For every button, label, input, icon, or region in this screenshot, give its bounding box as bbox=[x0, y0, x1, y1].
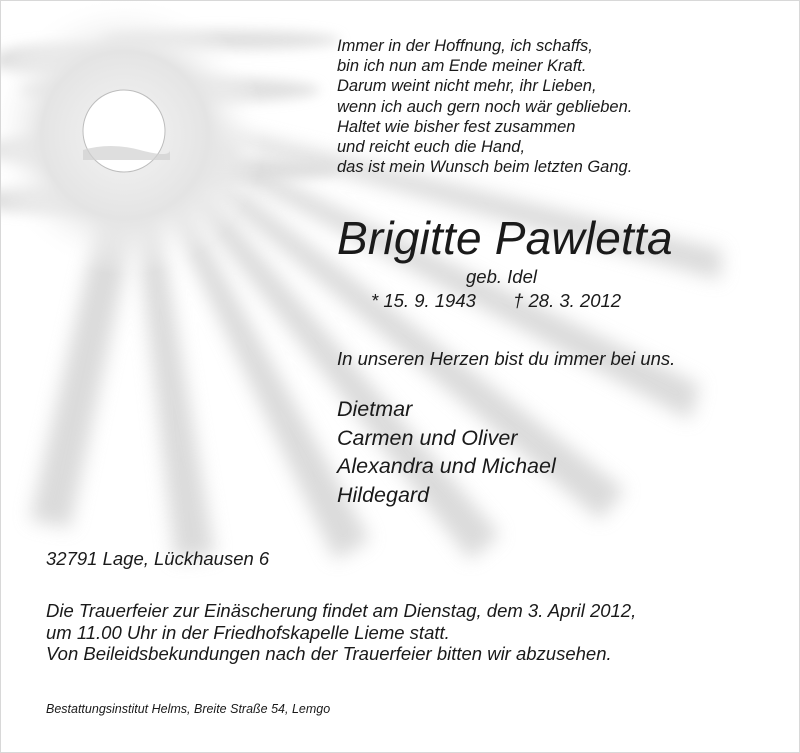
notice-line: Die Trauerfeier zur Einäscherung findet am Dienstag, dem 3. April 2012, bbox=[46, 600, 637, 621]
birth-date: * 15. 9. 1943 bbox=[371, 290, 476, 311]
deceased-name: Brigitte Pawletta bbox=[337, 212, 673, 264]
life-dates bbox=[371, 290, 621, 312]
poem-line: Darum weint nicht mehr, ihr Lieben, bbox=[337, 77, 597, 96]
poem-line: Haltet wie bisher fest zusammen bbox=[337, 117, 576, 136]
mourner: Alexandra und Michael bbox=[337, 454, 556, 478]
poem bbox=[337, 36, 632, 177]
family-address: 32791 Lage, Lückhausen 6 bbox=[46, 548, 270, 569]
maiden-name: geb. Idel bbox=[466, 266, 537, 287]
memorial-motto: In unseren Herzen bist du immer bei uns. bbox=[337, 348, 676, 369]
mourner: Carmen und Oliver bbox=[337, 425, 518, 450]
death-date: † 28. 3. 2012 bbox=[513, 290, 622, 311]
notice-line: Von Beileidsbekundungen nach der Trauerfeier bitten wir abzusehen. bbox=[46, 643, 612, 664]
undertaker-credit: Bestattungsinstitut Helms, Breite Straße 54, Lemgo bbox=[46, 702, 331, 716]
mourner: Dietmar bbox=[337, 397, 413, 421]
poem-line: bin ich nun am Ende meiner Kraft. bbox=[337, 57, 587, 76]
poem-line: das ist mein Wunsch beim letzten Gang. bbox=[337, 158, 633, 177]
mourner: Hildegard bbox=[337, 482, 430, 507]
notice-line: um 11.00 Uhr in der Friedhofskapelle Lieme statt. bbox=[46, 621, 450, 643]
funeral-notice bbox=[46, 600, 636, 665]
poem-line: wenn ich auch gern noch wär geblieben. bbox=[337, 97, 633, 116]
poem-line: und reicht euch die Hand, bbox=[337, 138, 526, 157]
poem-line: Immer in der Hoffnung, ich schaffs, bbox=[337, 37, 593, 55]
mourners-list bbox=[337, 395, 556, 509]
